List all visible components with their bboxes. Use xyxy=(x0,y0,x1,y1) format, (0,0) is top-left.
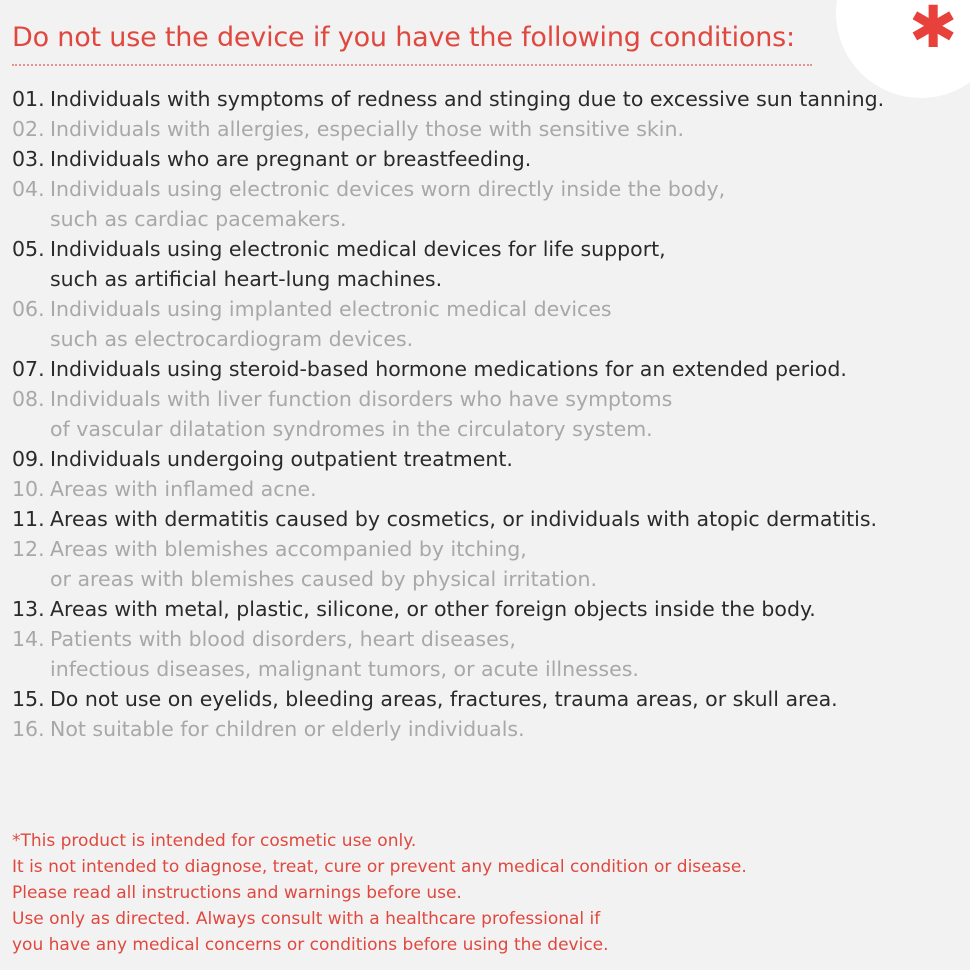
list-item-continuation: infectious diseases, malignant tumors, or acute illnesses. xyxy=(50,657,639,681)
footnote-line: It is not intended to diagnose, treat, cure or prevent any medical condition or disease. xyxy=(12,857,747,877)
list-item-line xyxy=(12,234,666,264)
list-item-line xyxy=(12,174,725,204)
list-item-text: Individuals using steroid-based hormone medications for an extended period. xyxy=(50,357,847,381)
list-item-line xyxy=(12,144,531,174)
list-item-text: Not suitable for children or elderly individuals. xyxy=(50,717,525,741)
list-item-continuation: or areas with blemishes caused by physical irritation. xyxy=(50,567,598,591)
list-item-line xyxy=(12,354,847,384)
footnote-line: Use only as directed. Always consult with a healthcare professional if xyxy=(12,909,601,929)
list-item-number: 07. xyxy=(12,357,45,381)
list-item-number: 08. xyxy=(12,387,45,411)
list-item-line xyxy=(12,624,639,654)
list-item-continuation: such as electrocardiogram devices. xyxy=(50,327,414,351)
list-item-text: Individuals with liver function disorders who have symptoms xyxy=(50,387,673,411)
list-item xyxy=(12,474,962,504)
footnote-line: you have any medical concerns or conditions before using the device. xyxy=(12,935,609,955)
footnote-line: *This product is intended for cosmetic use only. xyxy=(12,831,417,851)
list-item-continuation: of vascular dilatation syndromes in the circulatory system. xyxy=(50,417,653,441)
list-item-text: Areas with metal, plastic, silicone, or other foreign objects inside the body. xyxy=(50,597,816,621)
list-item-number: 11. xyxy=(12,507,45,531)
list-item-number: 10. xyxy=(12,477,45,501)
footnote-block xyxy=(12,828,962,958)
list-item-number: 02. xyxy=(12,117,45,141)
list-item-text: Individuals undergoing outpatient treatment. xyxy=(50,447,513,471)
list-item-text: Areas with dermatitis caused by cosmetics, or individuals with atopic dermatitis. xyxy=(50,507,878,531)
list-item-number: 13. xyxy=(12,597,45,621)
list-item xyxy=(12,384,962,444)
list-item-number: 14. xyxy=(12,627,45,651)
list-item-number: 06. xyxy=(12,297,45,321)
list-item xyxy=(12,714,962,744)
conditions-list xyxy=(12,84,962,744)
list-item-number: 16. xyxy=(12,717,45,741)
title-divider xyxy=(12,62,812,66)
list-item xyxy=(12,234,962,294)
list-item xyxy=(12,294,962,354)
list-item-number: 01. xyxy=(12,87,45,111)
list-item-continuation: such as cardiac pacemakers. xyxy=(50,207,347,231)
list-item xyxy=(12,114,962,144)
list-item-text: Individuals using electronic devices worn directly inside the body, xyxy=(50,177,726,201)
list-item-line xyxy=(12,594,816,624)
list-item xyxy=(12,84,962,114)
list-item xyxy=(12,444,962,474)
list-item xyxy=(12,624,962,684)
list-item-text: Individuals with allergies, especially those with sensitive skin. xyxy=(50,117,684,141)
list-item-number: 03. xyxy=(12,147,45,171)
list-item-line xyxy=(12,684,838,714)
list-item-text: Areas with blemishes accompanied by itching, xyxy=(50,537,527,561)
list-item-line xyxy=(12,444,513,474)
list-item xyxy=(12,594,962,624)
list-item-text: Do not use on eyelids, bleeding areas, fractures, trauma areas, or skull area. xyxy=(50,687,838,711)
list-item-text: Individuals using implanted electronic medical devices xyxy=(50,297,612,321)
list-item-text: Individuals with symptoms of redness and stinging due to excessive sun tanning. xyxy=(50,87,885,111)
footnote-line: Please read all instructions and warnings before use. xyxy=(12,883,462,903)
list-item xyxy=(12,174,962,234)
list-item-text: Individuals using electronic medical devices for life support, xyxy=(50,237,666,261)
page-title: Do not use the device if you have the following conditions: xyxy=(12,22,795,53)
list-item-text: Areas with inflamed acne. xyxy=(50,477,317,501)
list-item xyxy=(12,504,962,534)
list-item-line xyxy=(12,114,684,144)
list-item-text: Patients with blood disorders, heart diseases, xyxy=(50,627,516,651)
list-item-line xyxy=(12,714,525,744)
list-item xyxy=(12,534,962,594)
list-item-number: 04. xyxy=(12,177,45,201)
list-item-line xyxy=(12,534,597,564)
list-item-number: 05. xyxy=(12,237,45,261)
list-item-number: 09. xyxy=(12,447,45,471)
list-item-line xyxy=(12,384,672,414)
list-item-line xyxy=(12,84,884,114)
list-item-text: Individuals who are pregnant or breastfeeding. xyxy=(50,147,532,171)
asterisk-icon: ✱ xyxy=(908,0,958,61)
list-item xyxy=(12,354,962,384)
list-item-line xyxy=(12,504,877,534)
list-item-number: 12. xyxy=(12,537,45,561)
list-item-line xyxy=(12,474,317,504)
list-item-continuation: such as artificial heart-lung machines. xyxy=(50,267,443,291)
list-item xyxy=(12,684,962,714)
list-item xyxy=(12,144,962,174)
list-item-number: 15. xyxy=(12,687,45,711)
list-item-line xyxy=(12,294,612,324)
